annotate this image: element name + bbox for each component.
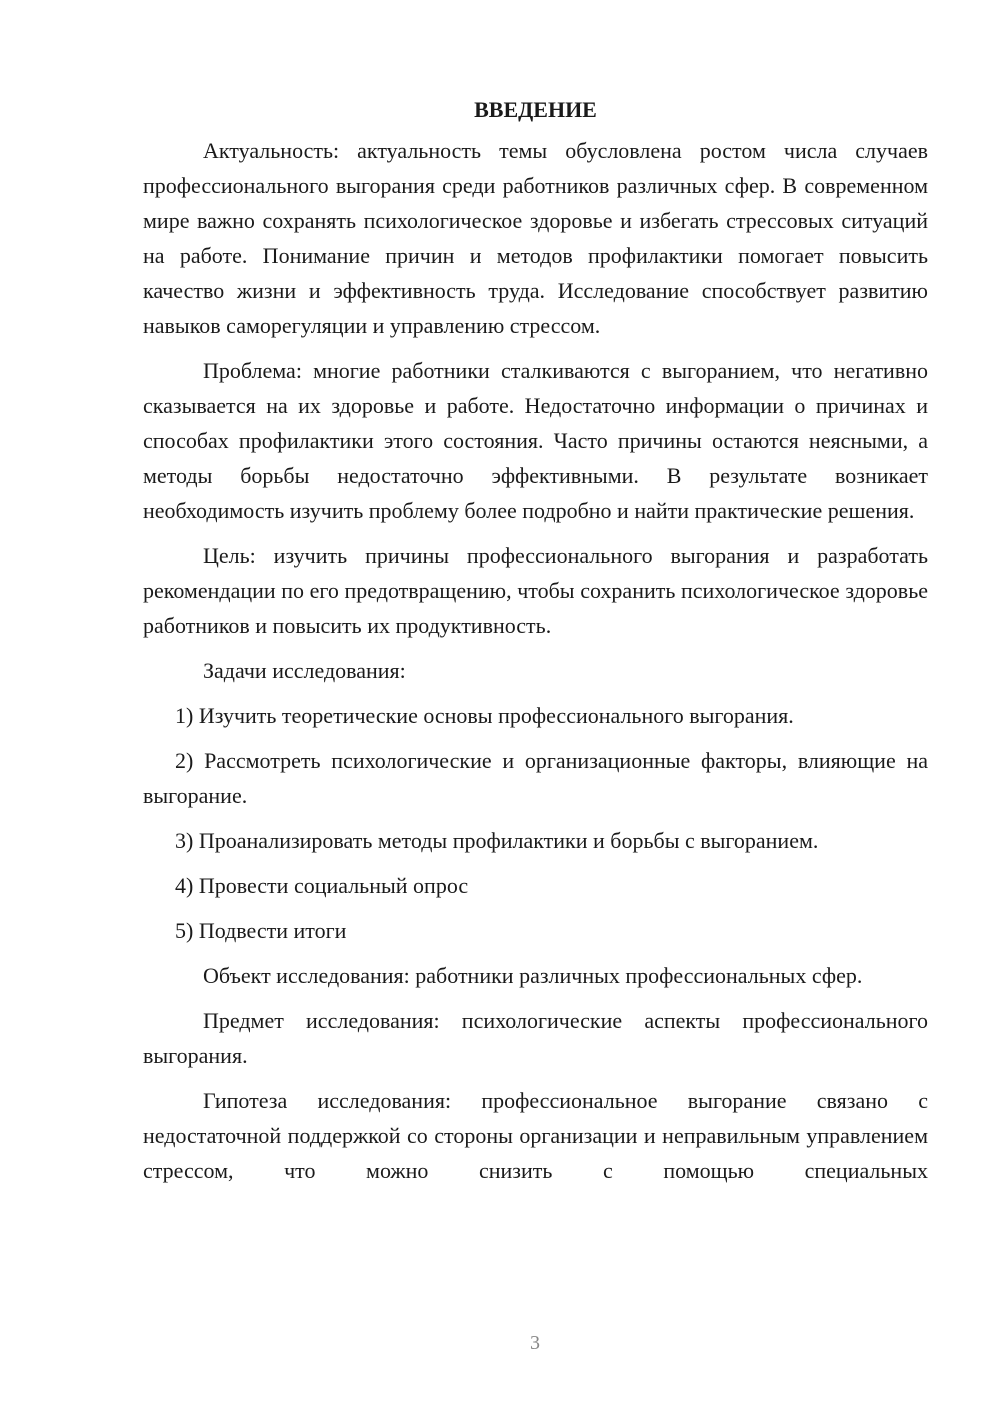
task-item: 5) Подвести итоги [175, 918, 347, 943]
page-content [143, 92, 928, 1198]
task-item: 2) Рассмотреть психологические и организационные факторы, влияющие на выгорание. [143, 748, 928, 808]
page-number: 3 [530, 1332, 540, 1354]
task-item: 3) Проанализировать методы профилактики и борьбы с выгоранием. [175, 828, 819, 853]
paragraph-subject: Предмет исследования: психологические аспекты профессионального выгорания. [143, 1008, 928, 1068]
paragraph-goal: Цель: изучить причины профессионального выгорания и разработать рекомендации по его предотвращению, чтобы сохранить психологическое здоровье работников и повысить их продуктивность. [143, 543, 928, 638]
tasks-heading: Задачи исследования: [203, 658, 406, 683]
section-heading: ВВЕДЕНИЕ [474, 97, 597, 122]
paragraph-object: Объект исследования: работники различных профессиональных сфер. [203, 963, 863, 988]
paragraph-relevance: Актуальность: актуальность темы обусловлена ростом числа случаев профессионального выгорания среди работников различных сфер. В современном мире важно сохранять психологическое здоровье и избегать стрессовых ситуаций на работе. Понимание причин и методов профилактики помогает повысить качество жизни и эффективность труда. Исследование способствует развитию навыков саморегуляции и управлению стрессом. [143, 138, 928, 338]
paragraph-hypothesis: Гипотеза исследования: профессиональное выгорание связано с недостаточной поддержкой со стороны организации и неправильным управлением стрессом, что можно снизить с помощью специальных [143, 1088, 928, 1183]
task-item: 1) Изучить теоретические основы профессионального выгорания. [175, 703, 794, 728]
paragraph-problem: Проблема: многие работники сталкиваются с выгоранием, что негативно сказывается на их здоровье и работе. Недостаточно информации о причинах и способах профилактики этого состояния. Часто причины остаются неясными, а методы борьбы недостаточно эффективными. В результате возникает необходимость изучить проблему более подробно и найти практические решения. [143, 358, 928, 523]
task-item: 4) Провести социальный опрос [175, 873, 469, 898]
